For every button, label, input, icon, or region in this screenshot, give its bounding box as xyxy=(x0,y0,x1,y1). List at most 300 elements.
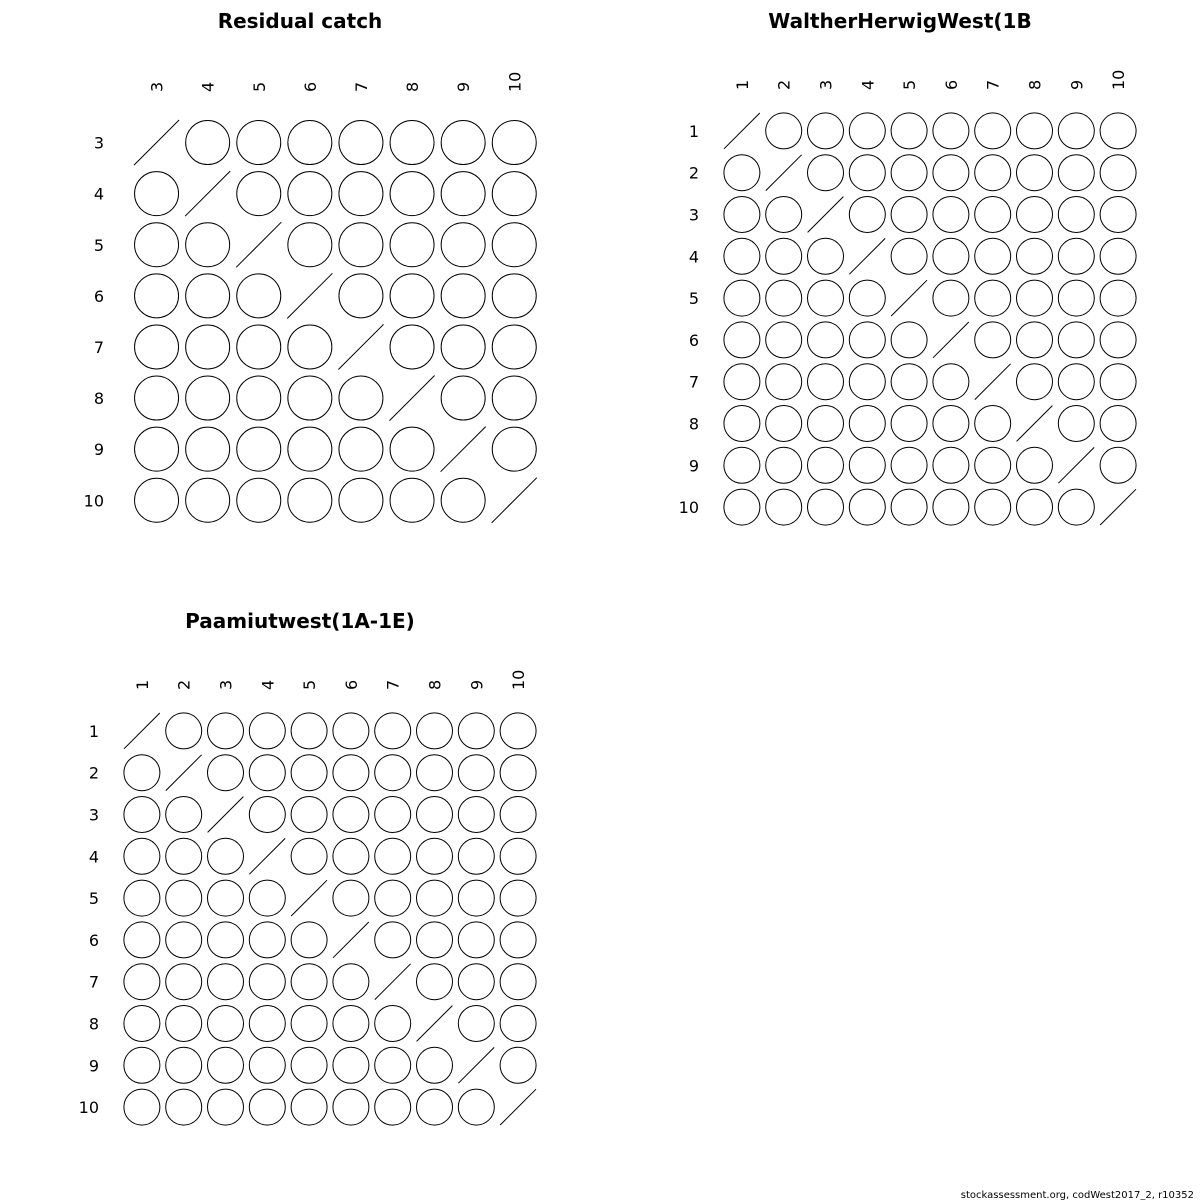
correlation-circle-mark xyxy=(237,325,281,369)
correlation-circle-mark xyxy=(808,364,844,400)
row-tick-label: 8 xyxy=(88,1014,99,1034)
correlation-circle-mark xyxy=(1017,280,1053,316)
correlation-circle-mark xyxy=(891,489,927,525)
column-tick-label: 4 xyxy=(198,81,218,92)
correlation-circle-mark xyxy=(891,113,927,149)
column-tick-label: 10 xyxy=(1109,69,1129,90)
correlation-circle-mark xyxy=(724,280,760,316)
correlation-circle-mark xyxy=(724,197,760,233)
correlation-circle-mark xyxy=(124,964,160,1000)
correlation-circle-mark xyxy=(849,406,885,442)
row-tick-label: 4 xyxy=(93,184,104,204)
correlation-circle-mark xyxy=(339,478,383,522)
diagonal-line-mark xyxy=(249,838,285,874)
correlation-circle-mark xyxy=(237,376,281,420)
correlation-circle-mark xyxy=(458,964,494,1000)
correlation-circle-mark xyxy=(288,172,332,216)
correlation-circle-mark xyxy=(288,223,332,267)
correlation-circle-mark xyxy=(1100,197,1136,233)
column-tick-label: 3 xyxy=(147,81,167,92)
row-tick-label: 10 xyxy=(83,491,104,511)
correlation-circle-mark xyxy=(441,274,485,318)
row-tick-label: 6 xyxy=(88,930,99,950)
correlation-circle-mark xyxy=(1100,447,1136,483)
correlation-circle-mark xyxy=(288,121,332,165)
diagonal-line-mark xyxy=(933,322,969,358)
correlation-circle-mark xyxy=(208,1089,244,1125)
correlation-circle-mark xyxy=(1017,155,1053,191)
correlation-circle-mark xyxy=(1058,280,1094,316)
correlation-circle-mark xyxy=(891,197,927,233)
diagonal-line-mark xyxy=(891,280,927,316)
correlation-circle-mark xyxy=(208,713,244,749)
correlation-circle-mark xyxy=(766,489,802,525)
correlation-circle-mark xyxy=(124,755,160,791)
correlation-circle-mark xyxy=(724,238,760,274)
row-tick-label: 7 xyxy=(688,372,699,392)
correlation-circle-mark xyxy=(166,713,202,749)
correlation-circle-mark xyxy=(1100,322,1136,358)
diagonal-line-mark xyxy=(166,755,202,791)
correlation-circle-mark xyxy=(208,1047,244,1083)
correlation-circle-mark xyxy=(891,155,927,191)
correlation-circle-mark xyxy=(375,1089,411,1125)
correlation-circle-mark xyxy=(135,427,179,471)
correlation-circle-mark xyxy=(417,964,453,1000)
correlation-circle-mark xyxy=(375,1006,411,1042)
column-tick-label: 8 xyxy=(425,679,445,690)
correlation-circle-mark xyxy=(492,325,536,369)
column-tick-label: 9 xyxy=(1067,79,1087,90)
correlation-circle-mark xyxy=(500,1047,536,1083)
correlation-circle-mark xyxy=(135,325,179,369)
correlation-circle-mark xyxy=(1058,406,1094,442)
correlation-circle-mark xyxy=(417,755,453,791)
column-tick-label: 2 xyxy=(174,679,194,690)
column-tick-label: 6 xyxy=(300,81,320,92)
correlation-circle-mark xyxy=(724,447,760,483)
correlation-circle-mark xyxy=(166,964,202,1000)
correlation-circle-mark xyxy=(186,427,230,471)
diagonal-line-mark xyxy=(124,713,160,749)
footer-credit: stockassessment.org, codWest2017_2, r10352 xyxy=(960,1190,1194,1200)
row-tick-label: 9 xyxy=(688,456,699,476)
diagonal-line-mark xyxy=(492,478,537,523)
correlation-circle-mark xyxy=(249,880,285,916)
correlation-circle-mark xyxy=(288,325,332,369)
correlation-circle-mark xyxy=(441,376,485,420)
correlation-circle-mark xyxy=(375,713,411,749)
correlation-circle-mark xyxy=(339,172,383,216)
diagonal-line-mark xyxy=(724,113,760,149)
correlation-circle-mark xyxy=(186,376,230,420)
diagonal-line-mark xyxy=(375,964,411,1000)
correlation-circle-mark xyxy=(975,406,1011,442)
row-tick-label: 7 xyxy=(88,972,99,992)
correlation-circle-mark xyxy=(1100,155,1136,191)
correlation-circle-mark xyxy=(492,376,536,420)
column-tick-label: 9 xyxy=(467,679,487,690)
correlation-circle-mark xyxy=(500,755,536,791)
correlation-circle-mark xyxy=(849,489,885,525)
correlation-circle-mark xyxy=(1058,238,1094,274)
correlation-circle-mark xyxy=(1058,113,1094,149)
correlation-circle-mark xyxy=(339,223,383,267)
correlation-circle-mark xyxy=(135,274,179,318)
correlation-circle-mark xyxy=(933,113,969,149)
correlation-circle-mark xyxy=(458,797,494,833)
correlation-circle-mark xyxy=(333,964,369,1000)
correlation-circle-mark xyxy=(1017,447,1053,483)
correlation-circle-mark xyxy=(458,755,494,791)
correlation-circle-mark xyxy=(933,364,969,400)
correlation-circle-mark xyxy=(390,274,434,318)
correlation-circle-mark xyxy=(975,113,1011,149)
correlation-circle-mark xyxy=(135,223,179,267)
correlation-circle-mark xyxy=(291,1047,327,1083)
correlation-circle-mark xyxy=(237,274,281,318)
correlation-circle-mark xyxy=(166,1047,202,1083)
correlation-circle-mark xyxy=(766,280,802,316)
correlation-circle-mark xyxy=(333,1006,369,1042)
row-tick-label: 4 xyxy=(88,847,99,867)
correlation-circle-mark xyxy=(458,922,494,958)
correlation-circle-mark xyxy=(975,238,1011,274)
column-tick-label: 8 xyxy=(403,81,423,92)
correlation-circle-mark xyxy=(237,172,281,216)
correlation-circle-mark xyxy=(808,447,844,483)
column-tick-label: 2 xyxy=(774,79,794,90)
row-tick-label: 2 xyxy=(688,163,699,183)
correlation-circle-mark xyxy=(186,325,230,369)
column-tick-label: 4 xyxy=(858,79,878,90)
correlation-circle-mark xyxy=(166,838,202,874)
correlation-circle-mark xyxy=(417,880,453,916)
correlation-circle-mark xyxy=(975,155,1011,191)
correlation-circle-mark xyxy=(933,280,969,316)
correlation-circle-mark xyxy=(333,713,369,749)
correlation-circle-mark xyxy=(975,447,1011,483)
correlation-circle-mark xyxy=(891,364,927,400)
row-tick-label: 10 xyxy=(78,1098,99,1118)
correlation-circle-mark xyxy=(724,155,760,191)
correlation-circle-mark xyxy=(849,197,885,233)
column-tick-label: 6 xyxy=(941,79,961,90)
correlation-circle-mark xyxy=(500,964,536,1000)
row-tick-label: 3 xyxy=(688,205,699,225)
column-tick-label: 7 xyxy=(383,679,403,690)
correlation-circle-mark xyxy=(441,121,485,165)
column-tick-label: 5 xyxy=(249,81,269,92)
correlation-circle-mark xyxy=(124,1089,160,1125)
diagonal-line-mark xyxy=(390,376,435,421)
correlation-circle-mark xyxy=(891,238,927,274)
diagonal-line-mark xyxy=(766,155,802,191)
correlation-circle-mark xyxy=(500,922,536,958)
correlation-circle-mark xyxy=(766,322,802,358)
correlation-circle-mark xyxy=(333,838,369,874)
correlation-circle-mark xyxy=(166,880,202,916)
correlation-circle-mark xyxy=(1058,197,1094,233)
correlation-circle-mark xyxy=(458,1006,494,1042)
correlation-circle-mark xyxy=(135,478,179,522)
row-tick-label: 5 xyxy=(88,889,99,909)
correlation-circle-mark xyxy=(1058,155,1094,191)
correlation-circle-mark xyxy=(500,838,536,874)
diagonal-line-mark xyxy=(236,222,281,267)
diagonal-line-mark xyxy=(208,797,244,833)
correlation-circle-mark xyxy=(1017,113,1053,149)
correlation-circle-mark xyxy=(500,797,536,833)
diagonal-line-mark xyxy=(458,1047,494,1083)
correlation-circle-mark xyxy=(333,797,369,833)
correlation-circle-mark xyxy=(291,1089,327,1125)
correlation-circle-mark xyxy=(1017,489,1053,525)
row-tick-label: 5 xyxy=(688,289,699,309)
panel-paamiut-west xyxy=(79,609,536,1125)
correlation-circle-mark xyxy=(1017,197,1053,233)
column-tick-label: 7 xyxy=(351,81,371,92)
correlation-circle-mark xyxy=(417,713,453,749)
correlation-circle-mark xyxy=(249,1089,285,1125)
column-tick-label: 3 xyxy=(216,679,236,690)
correlation-circle-mark xyxy=(808,113,844,149)
correlation-circle-mark xyxy=(975,280,1011,316)
correlation-circle-mark xyxy=(208,1006,244,1042)
correlation-circle-mark xyxy=(808,489,844,525)
column-tick-label: 4 xyxy=(258,679,278,690)
correlation-circle-mark xyxy=(375,1047,411,1083)
correlation-circle-mark xyxy=(849,113,885,149)
correlation-circle-mark xyxy=(291,964,327,1000)
correlation-circle-mark xyxy=(339,274,383,318)
correlation-circle-mark xyxy=(724,364,760,400)
correlation-circle-mark xyxy=(1058,364,1094,400)
diagonal-line-mark xyxy=(185,171,230,216)
correlation-circle-mark xyxy=(933,447,969,483)
correlation-circle-mark xyxy=(417,797,453,833)
correlation-circle-mark xyxy=(390,427,434,471)
correlation-circle-mark xyxy=(1100,113,1136,149)
correlation-circle-mark xyxy=(291,1006,327,1042)
column-tick-label: 10 xyxy=(509,669,529,690)
row-tick-label: 6 xyxy=(93,286,104,306)
diagonal-line-mark xyxy=(500,1089,536,1125)
correlation-circle-mark xyxy=(933,197,969,233)
correlation-circle-mark xyxy=(849,322,885,358)
correlation-circle-mark xyxy=(135,172,179,216)
correlation-circle-mark xyxy=(124,797,160,833)
correlation-circle-mark xyxy=(1100,238,1136,274)
correlation-circle-mark xyxy=(500,880,536,916)
panel-title: WaltherHerwigWest(1B xyxy=(768,9,1032,33)
correlation-circle-mark xyxy=(124,880,160,916)
correlation-circle-mark xyxy=(766,364,802,400)
correlation-circle-mark xyxy=(724,489,760,525)
diagonal-line-mark xyxy=(808,197,844,233)
correlation-circle-mark xyxy=(186,274,230,318)
correlation-circle-mark xyxy=(458,713,494,749)
correlation-circle-mark xyxy=(492,121,536,165)
row-tick-label: 1 xyxy=(88,721,99,741)
correlation-circle-mark xyxy=(249,797,285,833)
column-tick-label: 7 xyxy=(983,79,1003,90)
diagonal-line-mark xyxy=(291,880,327,916)
correlation-circle-mark xyxy=(291,922,327,958)
column-tick-label: 1 xyxy=(732,79,752,90)
correlation-circle-mark xyxy=(237,427,281,471)
correlation-circle-mark xyxy=(124,1047,160,1083)
correlation-circle-mark xyxy=(808,322,844,358)
correlation-circle-mark xyxy=(458,1089,494,1125)
panel-residual-catch xyxy=(84,9,537,523)
correlation-circle-mark xyxy=(492,427,536,471)
correlation-circle-mark xyxy=(808,238,844,274)
correlation-circle-mark xyxy=(1100,280,1136,316)
column-tick-label: 5 xyxy=(300,679,320,690)
diagonal-line-mark xyxy=(1100,489,1136,525)
correlation-circle-mark xyxy=(441,325,485,369)
row-tick-label: 9 xyxy=(93,440,104,460)
correlation-circle-mark xyxy=(186,121,230,165)
correlation-circle-mark xyxy=(975,197,1011,233)
correlation-circle-mark xyxy=(390,325,434,369)
correlation-circle-mark xyxy=(375,922,411,958)
correlation-circle-mark xyxy=(766,238,802,274)
correlation-circle-mark xyxy=(933,489,969,525)
correlation-circle-mark xyxy=(891,322,927,358)
row-tick-label: 5 xyxy=(93,235,104,255)
row-tick-label: 10 xyxy=(678,498,699,518)
correlation-circle-mark xyxy=(208,964,244,1000)
correlation-circle-mark xyxy=(375,797,411,833)
diagonal-line-mark xyxy=(134,120,179,165)
diagonal-line-mark xyxy=(1017,406,1053,442)
panel-title: Residual catch xyxy=(217,9,383,33)
correlation-circle-mark xyxy=(458,838,494,874)
correlation-circle-mark xyxy=(1058,322,1094,358)
column-tick-label: 5 xyxy=(900,79,920,90)
correlation-circle-mark xyxy=(849,364,885,400)
correlation-circle-mark xyxy=(933,155,969,191)
column-tick-label: 1 xyxy=(132,679,152,690)
correlation-circle-mark xyxy=(1100,406,1136,442)
correlation-circle-mark xyxy=(375,838,411,874)
correlation-circle-mark xyxy=(417,922,453,958)
correlation-circle-mark xyxy=(208,755,244,791)
diagonal-line-mark xyxy=(333,922,369,958)
correlation-circle-mark xyxy=(333,755,369,791)
correlation-circle-mark xyxy=(249,1006,285,1042)
correlation-circle-mark xyxy=(339,427,383,471)
correlation-circle-mark xyxy=(766,406,802,442)
correlation-circle-mark xyxy=(291,797,327,833)
correlation-circle-mark xyxy=(975,322,1011,358)
row-tick-label: 4 xyxy=(688,247,699,267)
correlation-circle-mark xyxy=(766,447,802,483)
correlation-circle-mark xyxy=(458,880,494,916)
column-tick-label: 3 xyxy=(816,79,836,90)
row-tick-label: 3 xyxy=(93,133,104,153)
correlation-circle-mark xyxy=(166,797,202,833)
correlation-circle-mark xyxy=(333,1089,369,1125)
correlation-circle-mark xyxy=(975,489,1011,525)
correlation-circle-mark xyxy=(249,1047,285,1083)
correlation-circle-mark xyxy=(249,964,285,1000)
correlation-circle-mark xyxy=(724,322,760,358)
correlation-circle-mark xyxy=(390,478,434,522)
correlation-circle-mark xyxy=(808,406,844,442)
correlation-circle-mark xyxy=(1017,364,1053,400)
correlation-circle-mark xyxy=(1058,489,1094,525)
column-tick-label: 8 xyxy=(1025,79,1045,90)
correlation-circle-mark xyxy=(237,121,281,165)
row-tick-label: 3 xyxy=(88,805,99,825)
correlation-circle-mark xyxy=(1017,322,1053,358)
correlation-circle-mark xyxy=(390,121,434,165)
correlation-circle-mark xyxy=(166,922,202,958)
correlation-circle-mark xyxy=(375,880,411,916)
correlation-circle-mark xyxy=(375,755,411,791)
correlation-circle-mark xyxy=(135,376,179,420)
correlation-circle-mark xyxy=(186,223,230,267)
diagonal-line-mark xyxy=(849,238,885,274)
correlation-circle-mark xyxy=(891,447,927,483)
correlation-circle-mark xyxy=(166,1006,202,1042)
correlation-circle-mark xyxy=(417,838,453,874)
correlation-circle-mark xyxy=(849,447,885,483)
correlation-circle-mark xyxy=(390,172,434,216)
diagonal-line-mark xyxy=(417,1006,453,1042)
correlation-circle-mark xyxy=(808,155,844,191)
correlation-circle-mark xyxy=(288,427,332,471)
correlation-circle-mark xyxy=(441,478,485,522)
column-tick-label: 10 xyxy=(505,71,525,92)
panel-walther-herwig-west xyxy=(679,9,1136,525)
correlation-circle-mark xyxy=(441,172,485,216)
correlation-circle-mark xyxy=(166,1089,202,1125)
correlation-circle-mark xyxy=(500,1006,536,1042)
row-tick-label: 7 xyxy=(93,337,104,357)
correlation-circle-mark xyxy=(441,223,485,267)
correlation-circle-mark xyxy=(766,197,802,233)
correlation-circle-mark xyxy=(849,155,885,191)
correlation-circle-mark xyxy=(492,223,536,267)
row-tick-label: 6 xyxy=(688,330,699,350)
row-tick-label: 8 xyxy=(93,389,104,409)
correlation-circle-mark xyxy=(724,406,760,442)
row-tick-label: 2 xyxy=(88,763,99,783)
correlation-circle-mark xyxy=(291,713,327,749)
diagonal-line-mark xyxy=(338,324,383,369)
diagonal-line-mark xyxy=(441,427,486,472)
row-tick-label: 8 xyxy=(688,414,699,434)
correlation-circle-mark xyxy=(339,121,383,165)
correlation-circle-mark xyxy=(500,713,536,749)
correlation-circle-mark xyxy=(339,376,383,420)
correlation-circle-mark xyxy=(291,838,327,874)
correlation-circle-mark xyxy=(124,922,160,958)
correlation-circle-mark xyxy=(249,755,285,791)
diagonal-line-mark xyxy=(975,364,1011,400)
column-tick-label: 6 xyxy=(341,679,361,690)
correlation-circle-mark xyxy=(808,280,844,316)
correlation-circle-mark xyxy=(390,223,434,267)
correlation-circle-mark xyxy=(766,113,802,149)
correlation-circle-mark xyxy=(208,838,244,874)
correlation-circle-mark xyxy=(333,1047,369,1083)
correlation-circle-mark xyxy=(208,880,244,916)
